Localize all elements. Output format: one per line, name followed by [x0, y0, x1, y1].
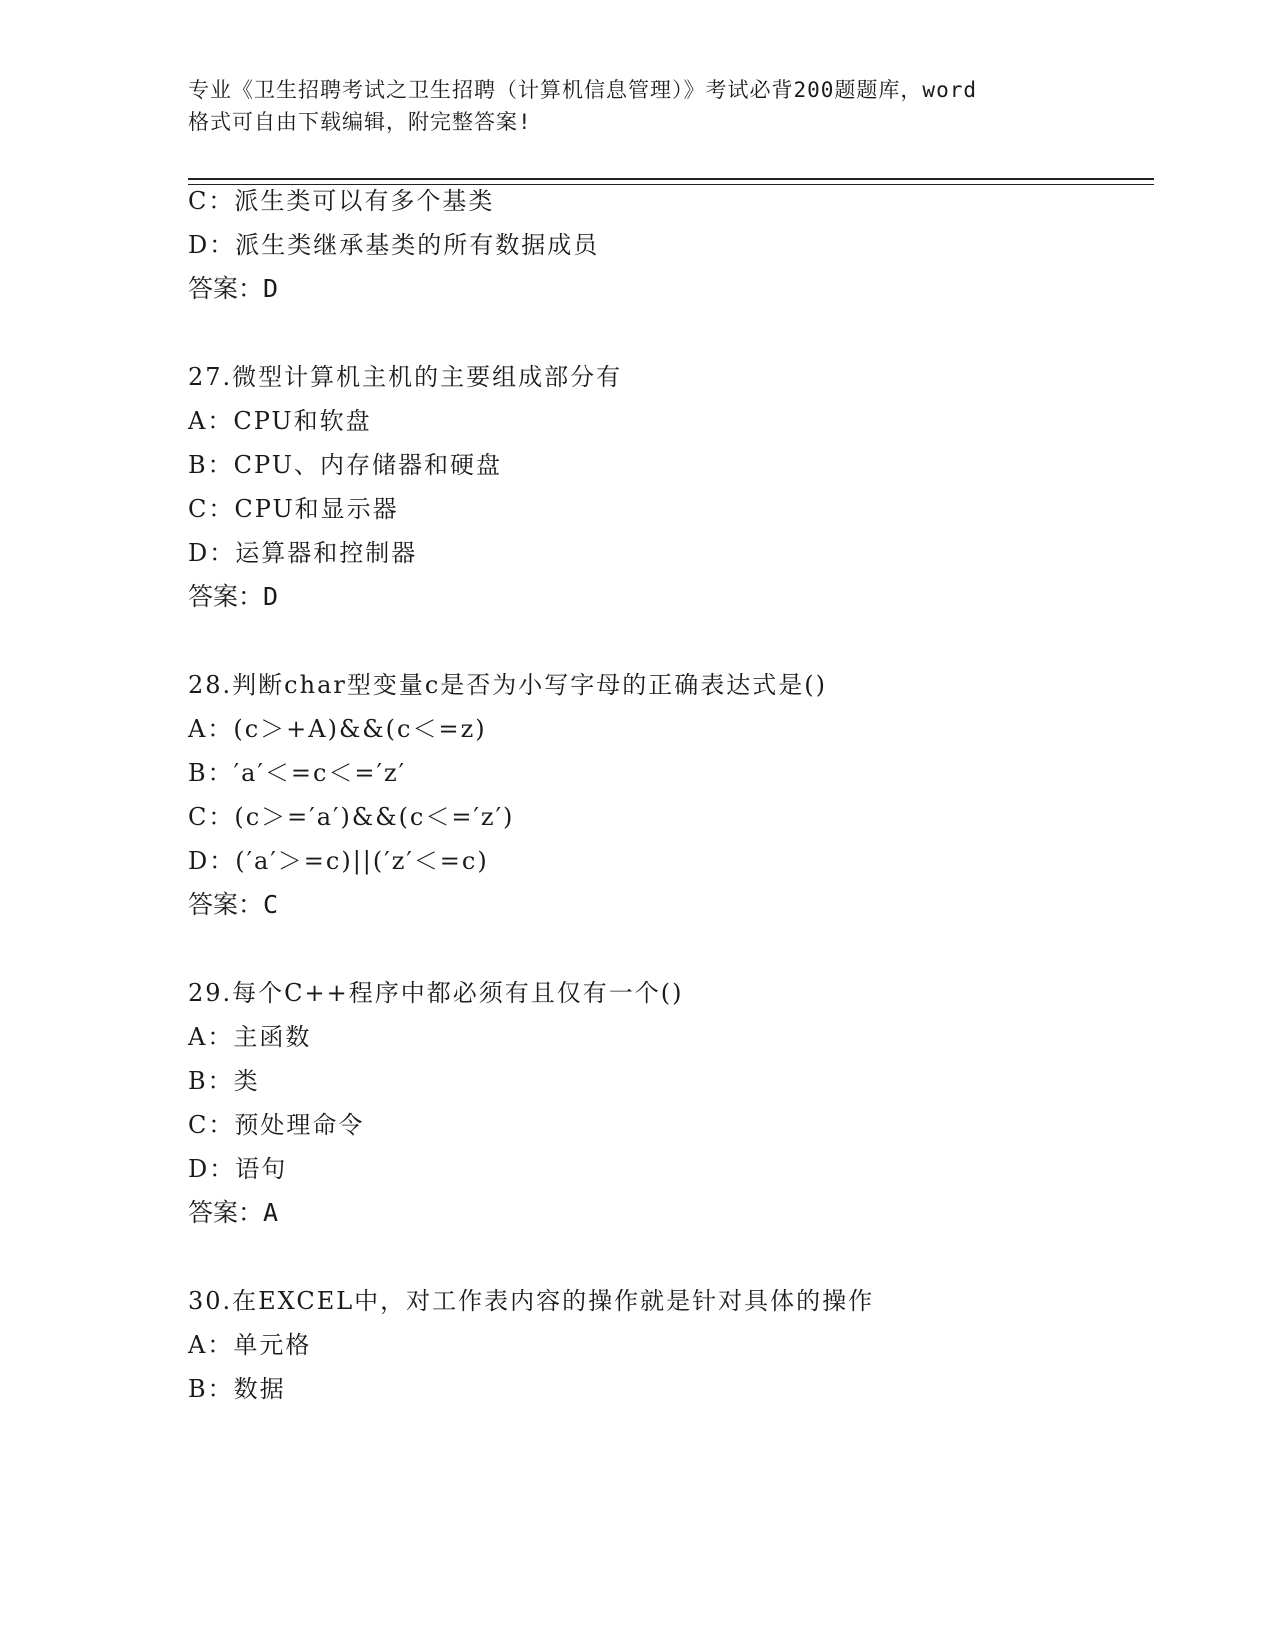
document-header: [188, 74, 1108, 138]
q29-option-d: D：语句: [188, 1155, 288, 1183]
q28-answer: 答案：C: [188, 890, 279, 919]
q28-question: 28.判断char型变量c是否为小写字母的正确表达式是(): [188, 671, 828, 699]
q26-option-d: D：派生类继承基类的所有数据成员: [188, 231, 600, 259]
q26-option-c: C：派生类可以有多个基类: [188, 187, 495, 215]
q27-option-c: C：CPU和显示器: [188, 495, 399, 523]
q26-answer: 答案：D: [188, 274, 279, 303]
q29-option-a: A：主函数: [188, 1023, 312, 1051]
q29-answer: 答案：A: [188, 1198, 279, 1227]
q28-option-d: D：(′a′＞=c)||(′z′＜=c): [188, 847, 489, 875]
header-title-line-2: 格式可自由下载编辑，附完整答案!: [188, 110, 532, 134]
q27-option-b: B：CPU、内存储器和硬盘: [188, 451, 502, 479]
q27-option-d: D：运算器和控制器: [188, 539, 418, 567]
q28-option-c: C：(c＞=′a′)&&(c＜=′z′): [188, 803, 515, 831]
q29-option-c: C：预处理命令: [188, 1111, 365, 1139]
q29-option-b: B：类: [188, 1067, 260, 1095]
header-title-line-1: 专业《卫生招聘考试之卫生招聘（计算机信息管理）》考试必背200题题库，word: [188, 78, 977, 102]
q28-option-b: B：′a′＜=c＜=′z′: [188, 759, 407, 787]
q27-question: 27.微型计算机主机的主要组成部分有: [188, 363, 623, 391]
q30-option-a: A：单元格: [188, 1331, 312, 1359]
q30-option-b: B：数据: [188, 1375, 286, 1403]
q27-option-a: A：CPU和软盘: [188, 407, 372, 435]
q30-question: 30.在EXCEL中，对工作表内容的操作就是针对具体的操作: [188, 1287, 875, 1315]
q27-answer: 答案：D: [188, 582, 279, 611]
header-divider-thick: [188, 178, 1154, 180]
q28-option-a: A：(c＞+A)&&(c＜=z): [188, 715, 487, 743]
q29-question: 29.每个C++程序中都必须有且仅有一个(): [188, 979, 684, 1007]
